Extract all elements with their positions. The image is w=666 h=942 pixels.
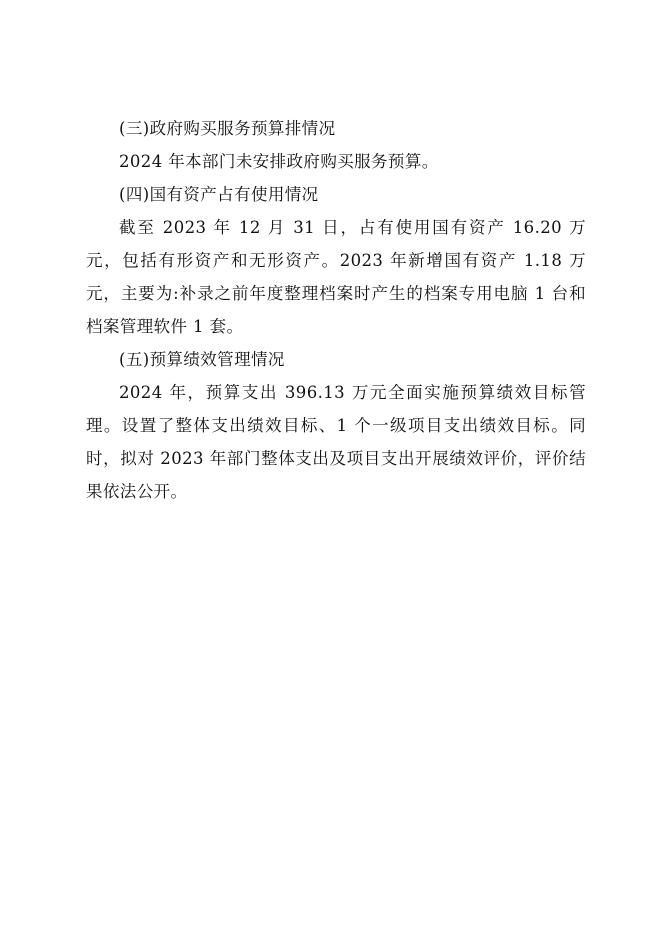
section-4-heading: (四)国有资产占有使用情况 [119,185,319,204]
section-3-paragraph: 2024 年本部门未安排政府购买服务预算。 [119,152,439,171]
section-5-paragraph: 2024 年，预算支出 396.13 万元全面实施预算绩效目标管理。设置了整体支出绩效目标、1 个一级项目支出绩效目标。同时，拟对 2023 年部门整体支出及项目支出开展绩效评价，评价结果依法公开。 [86,383,586,501]
section-5-heading: (五)预算绩效管理情况 [119,350,285,369]
section-4-paragraph: 截至 2023 年 12 月 31 日，占有使用国有资产 16.20 万元，包括有形资产和无形资产。2023 年新增国有资产 1.18 万元，主要为:补录之前年度整理档案时产生的档案专用电脑 1 台和档案管理软件 1 套。 [86,218,586,336]
document-body [86,112,586,508]
section-3-heading: (三)政府购买服务预算排情况 [119,119,336,138]
